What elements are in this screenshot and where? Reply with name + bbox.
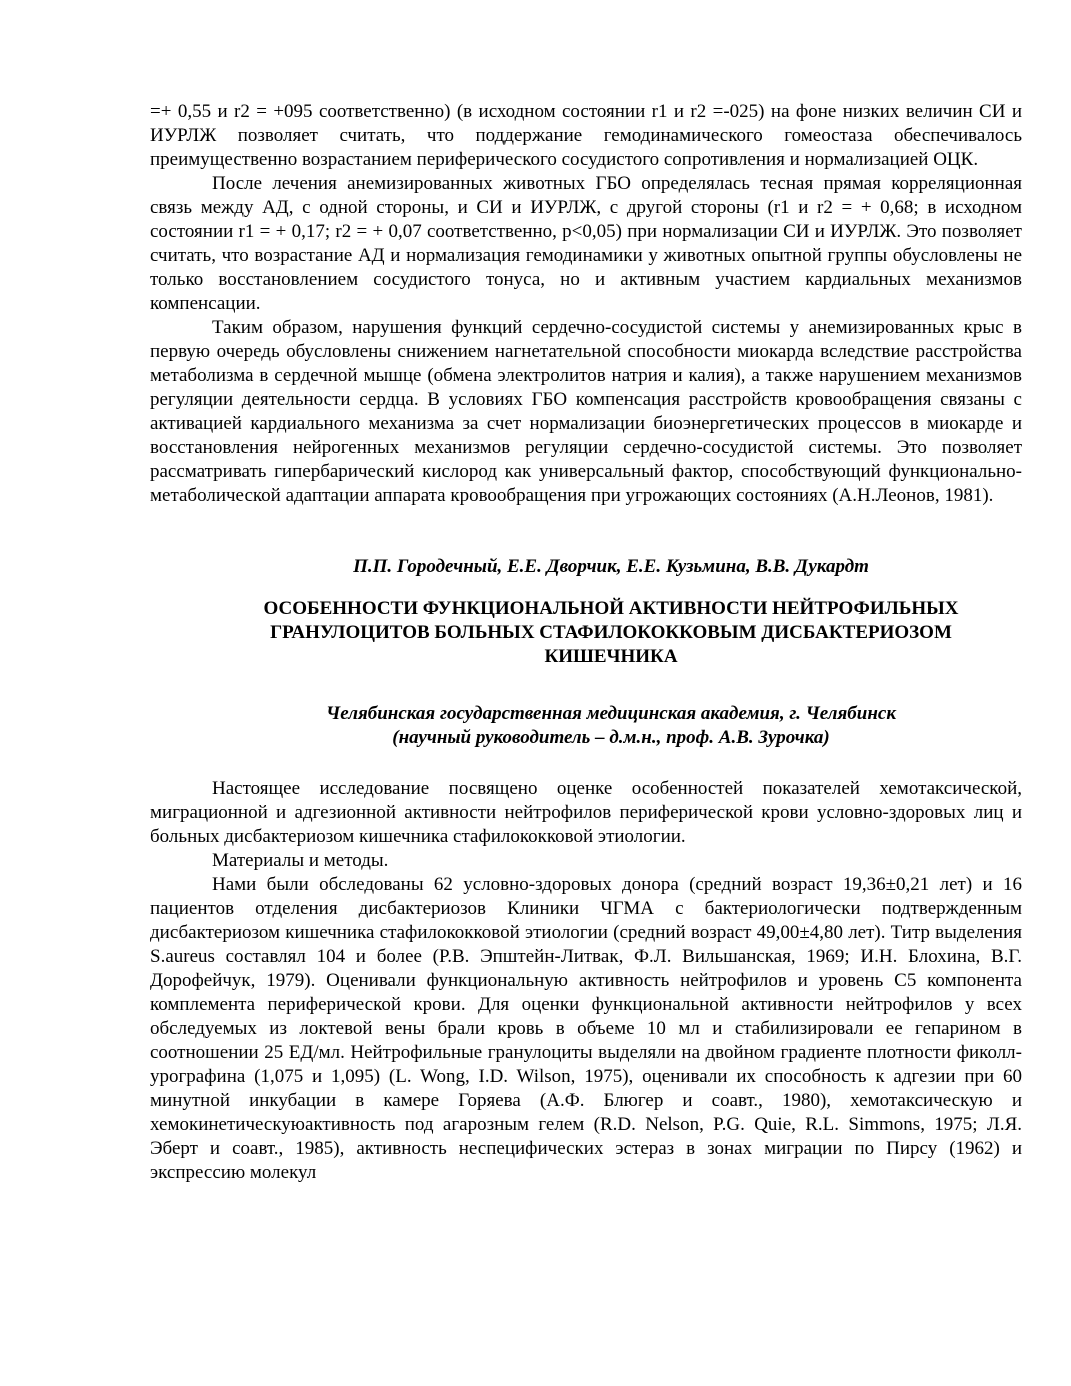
section-heading-materials-methods: Материалы и методы.	[212, 850, 389, 871]
affiliation-line: (научный руководитель – д.м.н., проф. А.В. Зурочка)	[392, 727, 830, 748]
affiliation-line: Челябинская государственная медицинская академия, г. Челябинск	[326, 703, 896, 724]
paragraph: После лечения анемизированных животных ГБО определялась тесная прямая корреляционная связь между АД, с одной стороны, и СИ и ИУРЛЖ, с другой стороны (r1 и r2 = + 0,68; в исходном состоянии r1 = + 0,17; r2 = + 0,07 соответственно, p<0,05) при нормализации СИ и ИУРЛЖ. Это позволяет считать, что возрастание АД и нормализация гемодинамики у животных опытной группы обусловлены не только восстановлением сосудистого тонуса, но и активным участием кардиальных механизмов компенсации.	[150, 173, 1022, 314]
paragraph: Таким образом, нарушения функций сердечно-сосудистой системы у анемизированных крыс в первую очередь обусловлены снижением нагнетательной способности миокарда вследствие расстройства метаболизма в сердечной мышце (обмена электролитов натрия и калия), а также нарушением механизмов регуляции деятельности сердца. В условиях ГБО компенсация расстройств кровообращения связаны с активацией кардиального механизма за счет нормализации биоэнергетических процессов в миокарде и восстановления нейрогенных механизмов регуляции сердечно-сосудистой системы. Это позволяет рассматривать гипербарический кислород как универсальный фактор, способствующий функционально-метаболической адаптации аппарата кровообращения при угрожающих состояниях (А.Н.Леонов, 1981).	[150, 317, 1022, 506]
article-title-line: КИШЕЧНИКА	[544, 646, 678, 667]
article-title-line: ОСОБЕННОСТИ ФУНКЦИОНАЛЬНОЙ АКТИВНОСТИ НЕЙТРОФИЛЬНЫХ	[263, 598, 959, 619]
article-title-line: ГРАНУЛОЦИТОВ БОЛЬНЫХ СТАФИЛОКОККОВЫМ ДИСБАКТЕРИОЗОМ	[270, 622, 952, 643]
article-title	[150, 597, 1022, 669]
previous-article-tail	[150, 100, 1022, 508]
article-affiliation	[150, 702, 1022, 750]
paragraph: Настоящее исследование посвящено оценке особенностей показателей хемотаксической, миграционной и адгезионной активности нейтрофилов периферической крови условно-здоровых лиц и больных дисбактериозом кишечника стафилококковой этиологии.	[150, 778, 1022, 847]
paragraph: Нами были обследованы 62 условно-здоровых донора (средний возраст 19,36±0,21 лет) и 16 пациентов отделения дисбактериозов Клиники ЧГМА с бактериологически подтвержденным дисбактериозом кишечника стафилококковой этиологии (средний возраст 49,00±4,80 лет). Титр выделения S.aureus составлял 104 и более (Р.В. Эпштейн-Литвак, Ф.Л. Вильшанская, 1969; И.Н. Блохина, В.Г. Дорофейчук, 1979). Оценивали функциональную активность нейтрофилов и уровень С5 компонента комплемента периферической крови. Для оценки функциональной активности нейтрофилов у всех обследуемых из локтевой вены брали кровь в объеме 10 мл и стабилизировали ее гепарином в соотношении 25 ЕД/мл. Нейтрофильные гранулоциты выделяли на двойном градиенте плотности фиколл-урографина (1,075 и 1,095) (L. Wong, I.D. Wilson, 1975), оценивали их способность к адгезии при 60 минутной инкубации в камере Горяева (А.Ф. Блюгер и соавт., 1980), хемотаксическую и хемокинетическуюактивность под агарозным гелем (R.D. Nelson, P.G. Quie, R.L. Simmons, 1975; Л.Я. Эберт и соавт., 1985), активность неспецифических эстераз в зонах миграции по Пирсу (1962) и экспрессию молекул	[150, 874, 1022, 1183]
document-page	[150, 100, 1022, 1185]
article-body	[150, 777, 1022, 1185]
article-authors: П.П. Городечный, Е.Е. Дворчик, Е.Е. Кузьмина, В.В. Дукардт	[353, 556, 869, 577]
paragraph: =+ 0,55 и r2 = +095 соответственно) (в исходном состоянии r1 и r2 =-025) на фоне низких величин СИ и ИУРЛЖ позволяет считать, что поддержание гемодинамического гомеостаза обеспечивалось преимущественно возрастанием периферического сосудистого сопротивления и нормализацией ОЦК.	[150, 101, 1022, 170]
